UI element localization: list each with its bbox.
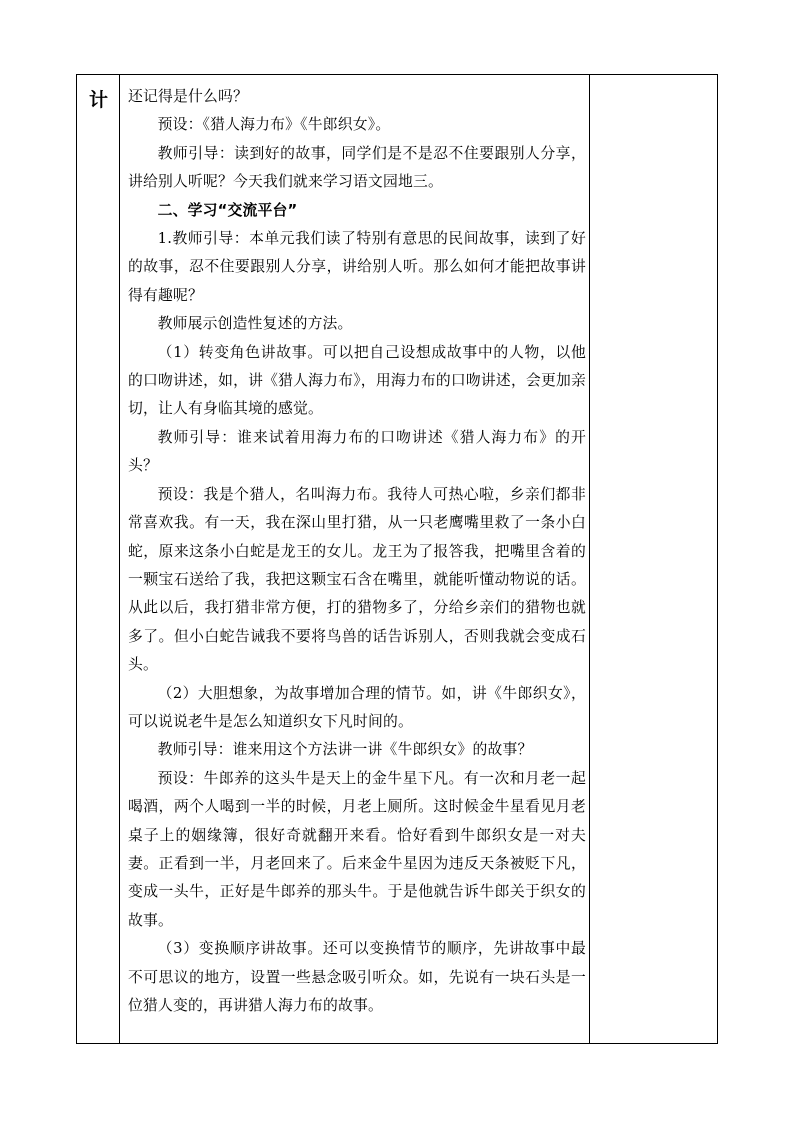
paragraph-9: （2）大胆想象，为故事增加合理的情节。如，讲《牛郎织女》，可以说说老牛是怎么知道织女下凡时间的。: [128, 684, 586, 730]
paragraph-12: （3）变换顺序讲故事。还可以变换情节的顺序，先讲故事中最不可思议的地方，设置一些悬念吸引听众。如，先说有一块石头是一位猎人变的，再讲猎人海力布的故事。: [128, 940, 586, 1014]
section-label-column: [77, 75, 120, 1043]
paragraph-8: 预设：我是个猎人，名叫海力布。我待人可热心啦，乡亲们都非常喜欢我。有一天，我在深山里打猎，从一只老鹰嘴里救了一条小白蛇，原来这条小白蛇是龙王的女儿。龙王为了报答我，把嘴里含着的一颗宝石送给了我，我把这颗宝石含在嘴里，就能听懂动物说的话。从此以后，我打猎非常方便，打的猎物多了，分给乡亲们的猎物也就多了。但小白蛇告诫我不要将鸟兽的话告诉别人，否则我就会变成石头。: [128, 485, 586, 674]
paragraph-2: 教师引导：读到好的故事，同学们是不是忍不住要跟别人分享，讲给别人听呢？今天我们就来学习语文园地三。: [128, 144, 586, 191]
paragraph-7: 教师引导：谁来试着用海力布的口吻讲述《猎人海力布》的开头？: [128, 428, 586, 475]
paragraph-11: 预设：牛郎养的这头牛是天上的金牛星下凡。有一次和月老一起喝酒，两个人喝到一半的时候，月老上厕所。这时候金牛星看见月老桌子上的姻缘簿，很好奇就翻开来看。恰好看到牛郎织女是一对夫妻。正看到一半，月老回来了。后来金牛星因为违反天条被贬下凡，变成一头牛，正好是牛郎养的那头牛。于是他就告诉牛郎关于织女的故事。: [128, 769, 586, 929]
lesson-table: [76, 74, 718, 1044]
notes-column: [589, 75, 717, 1043]
paragraph-0: 还记得是什么吗？: [128, 88, 248, 105]
paragraph-4: 1.教师引导：本单元我们读了特别有意思的民间故事，读到了好的故事，忍不住要跟别人分享，讲给别人听。那么如何才能把故事讲得有趣呢？: [128, 230, 586, 304]
paragraph-10: 教师引导：谁来用这个方法讲一讲《牛郎织女》的故事？: [157, 741, 533, 759]
paragraph-5: 教师展示创造性复述的方法。: [157, 315, 353, 333]
lesson-content-column: [120, 75, 590, 1043]
paragraph-6: （1）转变角色讲故事。可以把自己设想成故事中的人物，以他的口吻讲述，如，讲《猎人海力布》，用海力布的口吻讲述，会更加亲切，让人有身临其境的感觉。: [128, 343, 586, 418]
section-heading: 二、学习“交流平台”: [157, 201, 298, 219]
paragraph-1: 预设：《猎人海力布》《牛郎织女》。: [157, 116, 391, 134]
section-label: 计: [89, 89, 109, 111]
